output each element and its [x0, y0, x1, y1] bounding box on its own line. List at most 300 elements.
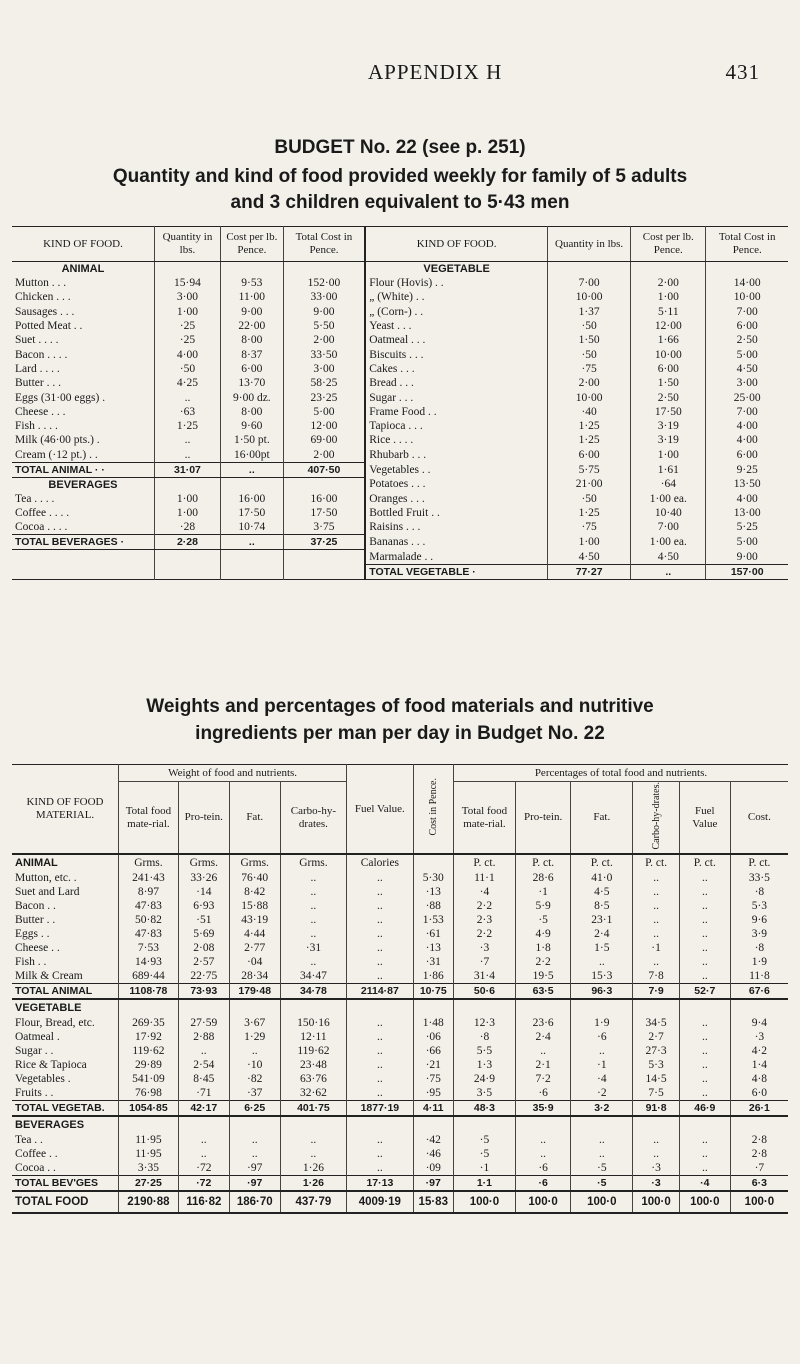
value-cell: 241·43 [119, 871, 179, 885]
food-material: Butter . . [15, 914, 56, 927]
value-cell: 1·00 [548, 535, 631, 550]
value-cell: .. [679, 927, 730, 941]
value-cell: 12·11 [280, 1030, 346, 1044]
value-cell: .. [280, 1133, 346, 1147]
table-row [12, 477, 788, 492]
value-cell: 1·86 [413, 969, 453, 984]
value-cell: .. [280, 1147, 346, 1161]
group-weight: Weight of food and nutrients. [119, 765, 347, 782]
value-cell: 11·00 [221, 290, 284, 304]
food-material: TOTAL ANIMAL [12, 984, 119, 1000]
food-name: Raisins . . . [365, 520, 547, 535]
value-cell: 8·45 [178, 1072, 229, 1086]
group-percentages: Percentages of total food and nutrients. [453, 765, 788, 782]
value-cell [280, 1116, 346, 1133]
value-cell [730, 999, 788, 1016]
value-cell: 6·00 [706, 319, 788, 333]
value-cell: 3·35 [119, 1161, 179, 1176]
col-cost-lb-left: Cost per lb. Pence. [221, 227, 284, 262]
value-cell: 7·00 [706, 405, 788, 419]
value-cell: 2·7 [633, 1030, 680, 1044]
value-cell: ·82 [229, 1072, 280, 1086]
value-cell: 91·8 [633, 1101, 680, 1117]
value-cell: 63·76 [280, 1072, 346, 1086]
value-cell: 10·00 [548, 290, 631, 304]
value-cell: .. [154, 448, 220, 463]
value-cell: .. [679, 871, 730, 885]
value-cell: ·50 [548, 347, 631, 361]
table-row [12, 506, 788, 520]
food-material: VEGETABLE [12, 999, 119, 1016]
value-cell: ·3 [633, 1161, 680, 1176]
table-row [12, 1030, 788, 1044]
value-cell: 100·0 [633, 1191, 680, 1213]
value-cell: ·5 [453, 1147, 515, 1161]
value-cell: 1108·78 [119, 984, 179, 1000]
col-fuel: Fuel Value. [347, 765, 413, 855]
value-cell: 42·17 [178, 1101, 229, 1117]
value-cell: 100·0 [453, 1191, 515, 1213]
value-cell: 4·2 [730, 1044, 788, 1058]
value-cell: 1·3 [453, 1058, 515, 1072]
table-row [12, 1133, 788, 1147]
value-cell [178, 999, 229, 1016]
value-cell: 4·11 [413, 1101, 453, 1117]
value-cell: 4·8 [730, 1072, 788, 1086]
value-cell [679, 1116, 730, 1133]
value-cell: ·1 [571, 1058, 633, 1072]
budget-title: BUDGET No. 22 (see p. 251) [274, 137, 526, 158]
value-cell: 1·00 [154, 492, 220, 506]
value-cell: 4·00 [706, 433, 788, 447]
value-cell: .. [679, 1133, 730, 1147]
value-cell: ·75 [413, 1072, 453, 1086]
value-cell: ·06 [413, 1030, 453, 1044]
food-name: Tapioca . . . [365, 419, 547, 433]
value-cell: 100·0 [730, 1191, 788, 1213]
value-cell: 23·6 [515, 1016, 570, 1030]
value-cell: .. [347, 885, 413, 899]
food-material: Bacon . . [15, 900, 56, 913]
value-cell: 15·94 [154, 276, 220, 290]
value-cell: 4·50 [548, 550, 631, 565]
value-cell: 2·2 [453, 927, 515, 941]
food-name: „ (White) . . [365, 290, 547, 304]
value-cell: 24·9 [453, 1072, 515, 1086]
value-cell: P. ct. [679, 854, 730, 871]
value-cell [178, 1116, 229, 1133]
value-cell: Grms. [229, 854, 280, 871]
value-cell: 1·25 [154, 419, 220, 433]
weights-heading-line1: Weights and percentages of food materials and nutritive [146, 696, 654, 717]
value-cell: .. [571, 955, 633, 969]
value-cell: 5·3 [633, 1058, 680, 1072]
value-cell: ·5 [571, 1176, 633, 1192]
value-cell: 8·00 [221, 405, 284, 419]
value-cell: 1·00 ea. [631, 492, 706, 506]
food-name: Potted Meat . . [15, 320, 83, 333]
value-cell: 100·0 [571, 1191, 633, 1213]
value-cell: 2·00 [283, 448, 365, 463]
col-cost-pence: Cost in Pence. [413, 765, 453, 855]
value-cell: ·40 [548, 405, 631, 419]
value-cell: ·4 [679, 1176, 730, 1192]
value-cell: 34·78 [280, 984, 346, 1000]
value-cell: ·8 [730, 941, 788, 955]
value-cell: .. [229, 1147, 280, 1161]
value-cell: 34·47 [280, 969, 346, 984]
value-cell: 67·6 [730, 984, 788, 1000]
value-cell: ·13 [413, 941, 453, 955]
value-cell: 2·2 [515, 955, 570, 969]
food-name: Oatmeal . . . [365, 333, 547, 347]
table-row [12, 564, 788, 579]
col-total-right: Total Cost in Pence. [706, 227, 788, 262]
value-cell: 34·5 [633, 1016, 680, 1030]
food-name: Rhubarb . . . [365, 448, 547, 463]
value-cell: 5·50 [283, 319, 365, 333]
value-cell: ·25 [154, 333, 220, 347]
value-cell: 22·00 [221, 319, 284, 333]
value-cell: 5·69 [178, 927, 229, 941]
col-pct-cost: Cost. [730, 782, 788, 855]
value-cell: .. [679, 899, 730, 913]
value-cell: 2·1 [515, 1058, 570, 1072]
value-cell [515, 1116, 570, 1133]
food-name: Flour (Hovis) . . [365, 276, 547, 290]
food-name: Bottled Fruit . . [365, 506, 547, 520]
total-row [12, 1101, 788, 1117]
value-cell: 1·26 [280, 1161, 346, 1176]
food-material: ANIMAL [12, 854, 119, 871]
value-cell: .. [229, 1044, 280, 1058]
food-material: Milk & Cream [15, 970, 83, 983]
table-row [12, 955, 788, 969]
value-cell: .. [633, 927, 680, 941]
value-cell: ·71 [178, 1086, 229, 1101]
table-row [12, 1058, 788, 1072]
food-material: TOTAL BEV'GES [12, 1176, 119, 1192]
food-name: Chicken . . . [15, 291, 71, 304]
food-material: Rice & Tapioca [15, 1059, 87, 1072]
value-cell: 2·50 [631, 390, 706, 404]
value-cell: 8·42 [229, 885, 280, 899]
value-cell: .. [280, 913, 346, 927]
value-cell: 4·00 [154, 347, 220, 361]
value-cell: 2·00 [548, 376, 631, 390]
food-name: Bacon . . . . [15, 348, 68, 361]
value-cell: .. [347, 913, 413, 927]
value-cell: Grms. [178, 854, 229, 871]
value-cell: 21·00 [548, 477, 631, 492]
value-cell [119, 1116, 179, 1133]
value-cell: ·50 [154, 362, 220, 376]
table-row [12, 305, 788, 319]
value-cell: 541·09 [119, 1072, 179, 1086]
value-cell: .. [347, 969, 413, 984]
value-cell: 27·25 [119, 1176, 179, 1192]
value-cell: 9·00 dz. [221, 390, 284, 404]
value-cell: ·21 [413, 1058, 453, 1072]
col-pct-protein: Pro-tein. [515, 782, 570, 855]
value-cell: ·31 [280, 941, 346, 955]
value-cell: 269·35 [119, 1016, 179, 1030]
col-carbo: Carbo-hy-drates. [280, 782, 346, 855]
value-cell: 5·3 [730, 899, 788, 913]
value-cell: ·10 [229, 1058, 280, 1072]
food-name: „ (Corn-) . . [365, 305, 547, 319]
value-cell: 22·75 [178, 969, 229, 984]
value-cell: .. [178, 1133, 229, 1147]
value-cell: ·8 [453, 1030, 515, 1044]
value-cell: 4·50 [706, 362, 788, 376]
value-cell: 3·00 [283, 362, 365, 376]
food-name: Coffee . . . . [15, 507, 70, 519]
total-cell: .. [221, 462, 284, 477]
value-cell: ·3 [730, 1030, 788, 1044]
quantity-heading-line2: and 3 children equivalent to 5·43 men [230, 192, 570, 213]
food-name: Biscuits . . . [365, 347, 547, 361]
food-name: Fish . . . . [15, 420, 58, 433]
value-cell: ·5 [515, 913, 570, 927]
value-cell: P. ct. [633, 854, 680, 871]
value-cell: 15·3 [571, 969, 633, 984]
food-material: Cocoa . . [15, 1162, 56, 1175]
value-cell: 3·19 [631, 433, 706, 447]
value-cell: .. [347, 1147, 413, 1161]
value-cell: 12·00 [631, 319, 706, 333]
value-cell: .. [280, 885, 346, 899]
value-cell [119, 999, 179, 1016]
value-cell: 437·79 [280, 1191, 346, 1213]
value-cell: 17·50 [221, 506, 284, 520]
value-cell: P. ct. [571, 854, 633, 871]
table-row [12, 1161, 788, 1176]
value-cell: 3·00 [706, 376, 788, 390]
value-cell: 119·62 [280, 1044, 346, 1058]
table-row [12, 1086, 788, 1101]
value-cell: 33·26 [178, 871, 229, 885]
value-cell: .. [347, 1058, 413, 1072]
value-cell: .. [679, 1058, 730, 1072]
value-cell: .. [515, 1044, 570, 1058]
value-cell: 11·95 [119, 1133, 179, 1147]
value-cell: .. [154, 390, 220, 404]
grand-total-row [12, 1191, 788, 1213]
table-row [12, 448, 788, 463]
value-cell: 2114·87 [347, 984, 413, 1000]
value-cell: 8·37 [221, 347, 284, 361]
value-cell: 19·5 [515, 969, 570, 984]
value-cell: .. [347, 1016, 413, 1030]
value-cell [453, 999, 515, 1016]
value-cell: .. [347, 941, 413, 955]
value-cell: .. [679, 969, 730, 984]
value-cell [515, 999, 570, 1016]
col-pct-total-food: Total food mate-rial. [453, 782, 515, 855]
value-cell: 15·88 [229, 899, 280, 913]
value-cell: .. [280, 871, 346, 885]
value-cell: 6·0 [730, 1086, 788, 1101]
col-protein: Pro-tein. [178, 782, 229, 855]
total-row [12, 1176, 788, 1192]
section-heading: ANIMAL [61, 263, 105, 275]
value-cell: ·3 [453, 941, 515, 955]
value-cell: 5·9 [515, 899, 570, 913]
value-cell: 10·00 [548, 390, 631, 404]
value-cell: 1·4 [730, 1058, 788, 1072]
table-row [12, 1072, 788, 1086]
value-cell: ·1 [633, 941, 680, 955]
value-cell: .. [347, 955, 413, 969]
value-cell: 100·0 [679, 1191, 730, 1213]
value-cell: ·72 [178, 1161, 229, 1176]
page-number: 431 [725, 60, 760, 84]
value-cell: 1·25 [548, 419, 631, 433]
value-cell: 1·66 [631, 333, 706, 347]
table-row [12, 390, 788, 404]
total-cell: 77·27 [548, 564, 631, 579]
value-cell: .. [679, 1030, 730, 1044]
quantity-table [12, 226, 788, 580]
value-cell: 12·00 [283, 419, 365, 433]
table-row [12, 376, 788, 390]
value-cell: ·42 [413, 1133, 453, 1147]
table-row [12, 419, 788, 433]
value-cell: .. [347, 1030, 413, 1044]
value-cell: ·95 [413, 1086, 453, 1101]
table-row [12, 871, 788, 885]
value-cell: ·37 [229, 1086, 280, 1101]
nutrient-table [12, 764, 788, 1214]
value-cell: 32·62 [280, 1086, 346, 1101]
value-cell: .. [679, 1161, 730, 1176]
value-cell: 9·53 [221, 276, 284, 290]
value-cell: 401·75 [280, 1101, 346, 1117]
food-name: Bananas . . . [365, 535, 547, 550]
value-cell: ·46 [413, 1147, 453, 1161]
value-cell: 15·83 [413, 1191, 453, 1213]
value-cell: .. [178, 1044, 229, 1058]
value-cell: 3·19 [631, 419, 706, 433]
value-cell: 33·50 [283, 347, 365, 361]
value-cell: ·09 [413, 1161, 453, 1176]
value-cell: 17·92 [119, 1030, 179, 1044]
total-cell: 2·28 [154, 535, 220, 550]
value-cell: 96·3 [571, 984, 633, 1000]
value-cell: .. [679, 1072, 730, 1086]
value-cell: 150·16 [280, 1016, 346, 1030]
value-cell: 14·93 [119, 955, 179, 969]
food-name: Cakes . . . [365, 362, 547, 376]
col-qty-left: Quantity in lbs. [154, 227, 220, 262]
section-row [12, 1116, 788, 1133]
table-row [12, 462, 788, 477]
food-name: Mutton . . . [15, 277, 67, 290]
value-cell: .. [347, 871, 413, 885]
total-cell: 31·07 [154, 462, 220, 477]
table-row [12, 276, 788, 290]
col-pct-carbo: Carbo-hy-drates. [633, 782, 680, 855]
value-cell: 11·1 [453, 871, 515, 885]
food-material: Fruits . . [15, 1087, 54, 1100]
value-cell: Grms. [119, 854, 179, 871]
value-cell: ·6 [515, 1086, 570, 1101]
value-cell: 179·48 [229, 984, 280, 1000]
value-cell: .. [347, 1086, 413, 1101]
value-cell [633, 1116, 680, 1133]
value-cell: .. [154, 433, 220, 447]
value-cell: 3·75 [283, 520, 365, 535]
value-cell: .. [571, 1133, 633, 1147]
value-cell: 9·4 [730, 1016, 788, 1030]
food-material: TOTAL VEGETAB. [12, 1101, 119, 1117]
value-cell: 3·67 [229, 1016, 280, 1030]
value-cell: 43·19 [229, 913, 280, 927]
value-cell: 1·26 [280, 1176, 346, 1192]
value-cell: 63·5 [515, 984, 570, 1000]
table-row [12, 492, 788, 506]
value-cell: 2·00 [283, 333, 365, 347]
table-row [12, 333, 788, 347]
food-material: Mutton, etc. . [15, 872, 77, 885]
value-cell: Grms. [280, 854, 346, 871]
food-name: Milk (46·00 pts.) . [15, 434, 100, 447]
value-cell: 1·50 [548, 333, 631, 347]
value-cell: 46·9 [679, 1101, 730, 1117]
value-cell: .. [633, 955, 680, 969]
value-cell: 17·50 [283, 506, 365, 520]
total-cell: 37·25 [283, 535, 365, 550]
value-cell: 41·0 [571, 871, 633, 885]
value-cell: 28·34 [229, 969, 280, 984]
value-cell: 1·00 ea. [631, 535, 706, 550]
table-row [12, 1044, 788, 1058]
value-cell: 119·62 [119, 1044, 179, 1058]
food-material: TOTAL FOOD [12, 1191, 119, 1213]
food-name: Butter . . . [15, 377, 61, 390]
value-cell: 689·44 [119, 969, 179, 984]
value-cell [413, 999, 453, 1016]
value-cell [229, 999, 280, 1016]
col-fat: Fat. [229, 782, 280, 855]
value-cell: 7·00 [631, 520, 706, 535]
food-name: Sugar . . . [365, 390, 547, 404]
total-cell: TOTAL ANIMAL · · [12, 462, 154, 477]
table-row [12, 347, 788, 361]
value-cell: 116·82 [178, 1191, 229, 1213]
total-cell: .. [221, 535, 284, 550]
value-cell: 1·00 [154, 506, 220, 520]
value-cell: 2·4 [515, 1030, 570, 1044]
value-cell: 47·83 [119, 899, 179, 913]
table-row [12, 1147, 788, 1161]
food-name: Oranges . . . [365, 492, 547, 506]
value-cell [571, 999, 633, 1016]
value-cell: 186·70 [229, 1191, 280, 1213]
value-cell: ·5 [453, 1133, 515, 1147]
food-name: Sausages . . . [15, 305, 75, 318]
value-cell: 26·1 [730, 1101, 788, 1117]
table-row [12, 899, 788, 913]
value-cell: ·3 [633, 1176, 680, 1192]
value-cell: 1·37 [548, 305, 631, 319]
table-row [12, 885, 788, 899]
value-cell: 52·7 [679, 984, 730, 1000]
value-cell: 33·00 [283, 290, 365, 304]
value-cell: .. [679, 913, 730, 927]
value-cell: P. ct. [453, 854, 515, 871]
